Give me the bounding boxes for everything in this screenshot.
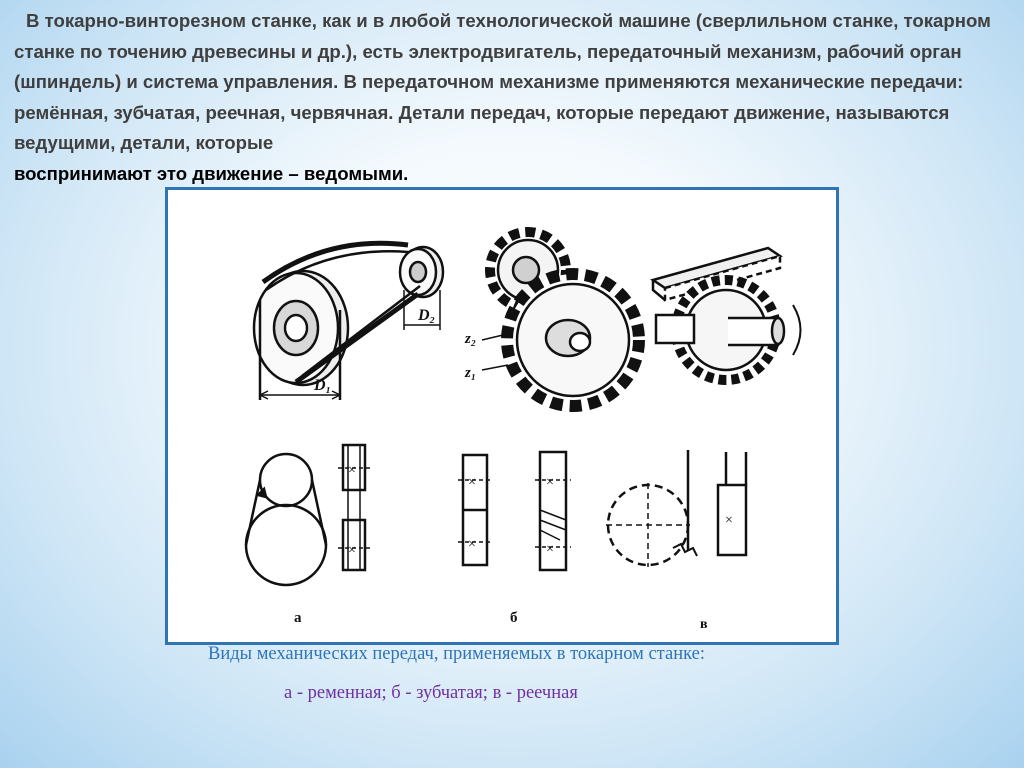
svg-text:×: × <box>725 513 733 528</box>
label-d2: D₂ <box>418 307 436 324</box>
intro-last-line: воспринимают это движение – ведомыми. <box>14 162 409 184</box>
label-d1: D₁ <box>314 377 332 394</box>
svg-text:×: × <box>348 543 356 558</box>
svg-text:×: × <box>546 542 554 557</box>
gear-schematic <box>458 452 571 570</box>
label-z2: z₂ <box>465 331 477 347</box>
gear-drive-illustration <box>482 232 639 406</box>
belt-schematic <box>246 445 370 585</box>
svg-text:×: × <box>348 463 356 478</box>
label-v: в <box>700 617 708 632</box>
transmission-drawing <box>168 190 836 642</box>
caption-line-1: Виды механических передач, применяемых в токарном станке: <box>208 644 705 664</box>
label-a: а <box>294 610 302 626</box>
svg-text:×: × <box>468 537 476 552</box>
rack-pinion-illustration <box>653 248 801 380</box>
svg-text:×: × <box>468 475 476 490</box>
label-b: б <box>510 610 518 626</box>
label-z1: z₁ <box>465 365 477 381</box>
belt-drive-illustration <box>254 243 443 400</box>
rack-schematic <box>606 450 746 567</box>
caption-line-2: а - ременная; б - зубчатая; в - реечная <box>284 683 578 703</box>
intro-paragraph <box>14 6 1014 189</box>
intro-text: В токарно-винторезном станке, как и в любой технологической машине (сверлильном станке, токарном станке по точению древесины и др.), есть электродвигатель, передаточный механизм, рабочий орган (шпиндель) и система управления. В передаточном механизме применяются механические передачи: ремённая, зубчатая, реечная, червячная. Детали передач, которые передают движение, называются ведущими, детали, которые <box>14 10 991 153</box>
svg-text:×: × <box>546 475 554 490</box>
transmission-figure <box>165 187 839 645</box>
